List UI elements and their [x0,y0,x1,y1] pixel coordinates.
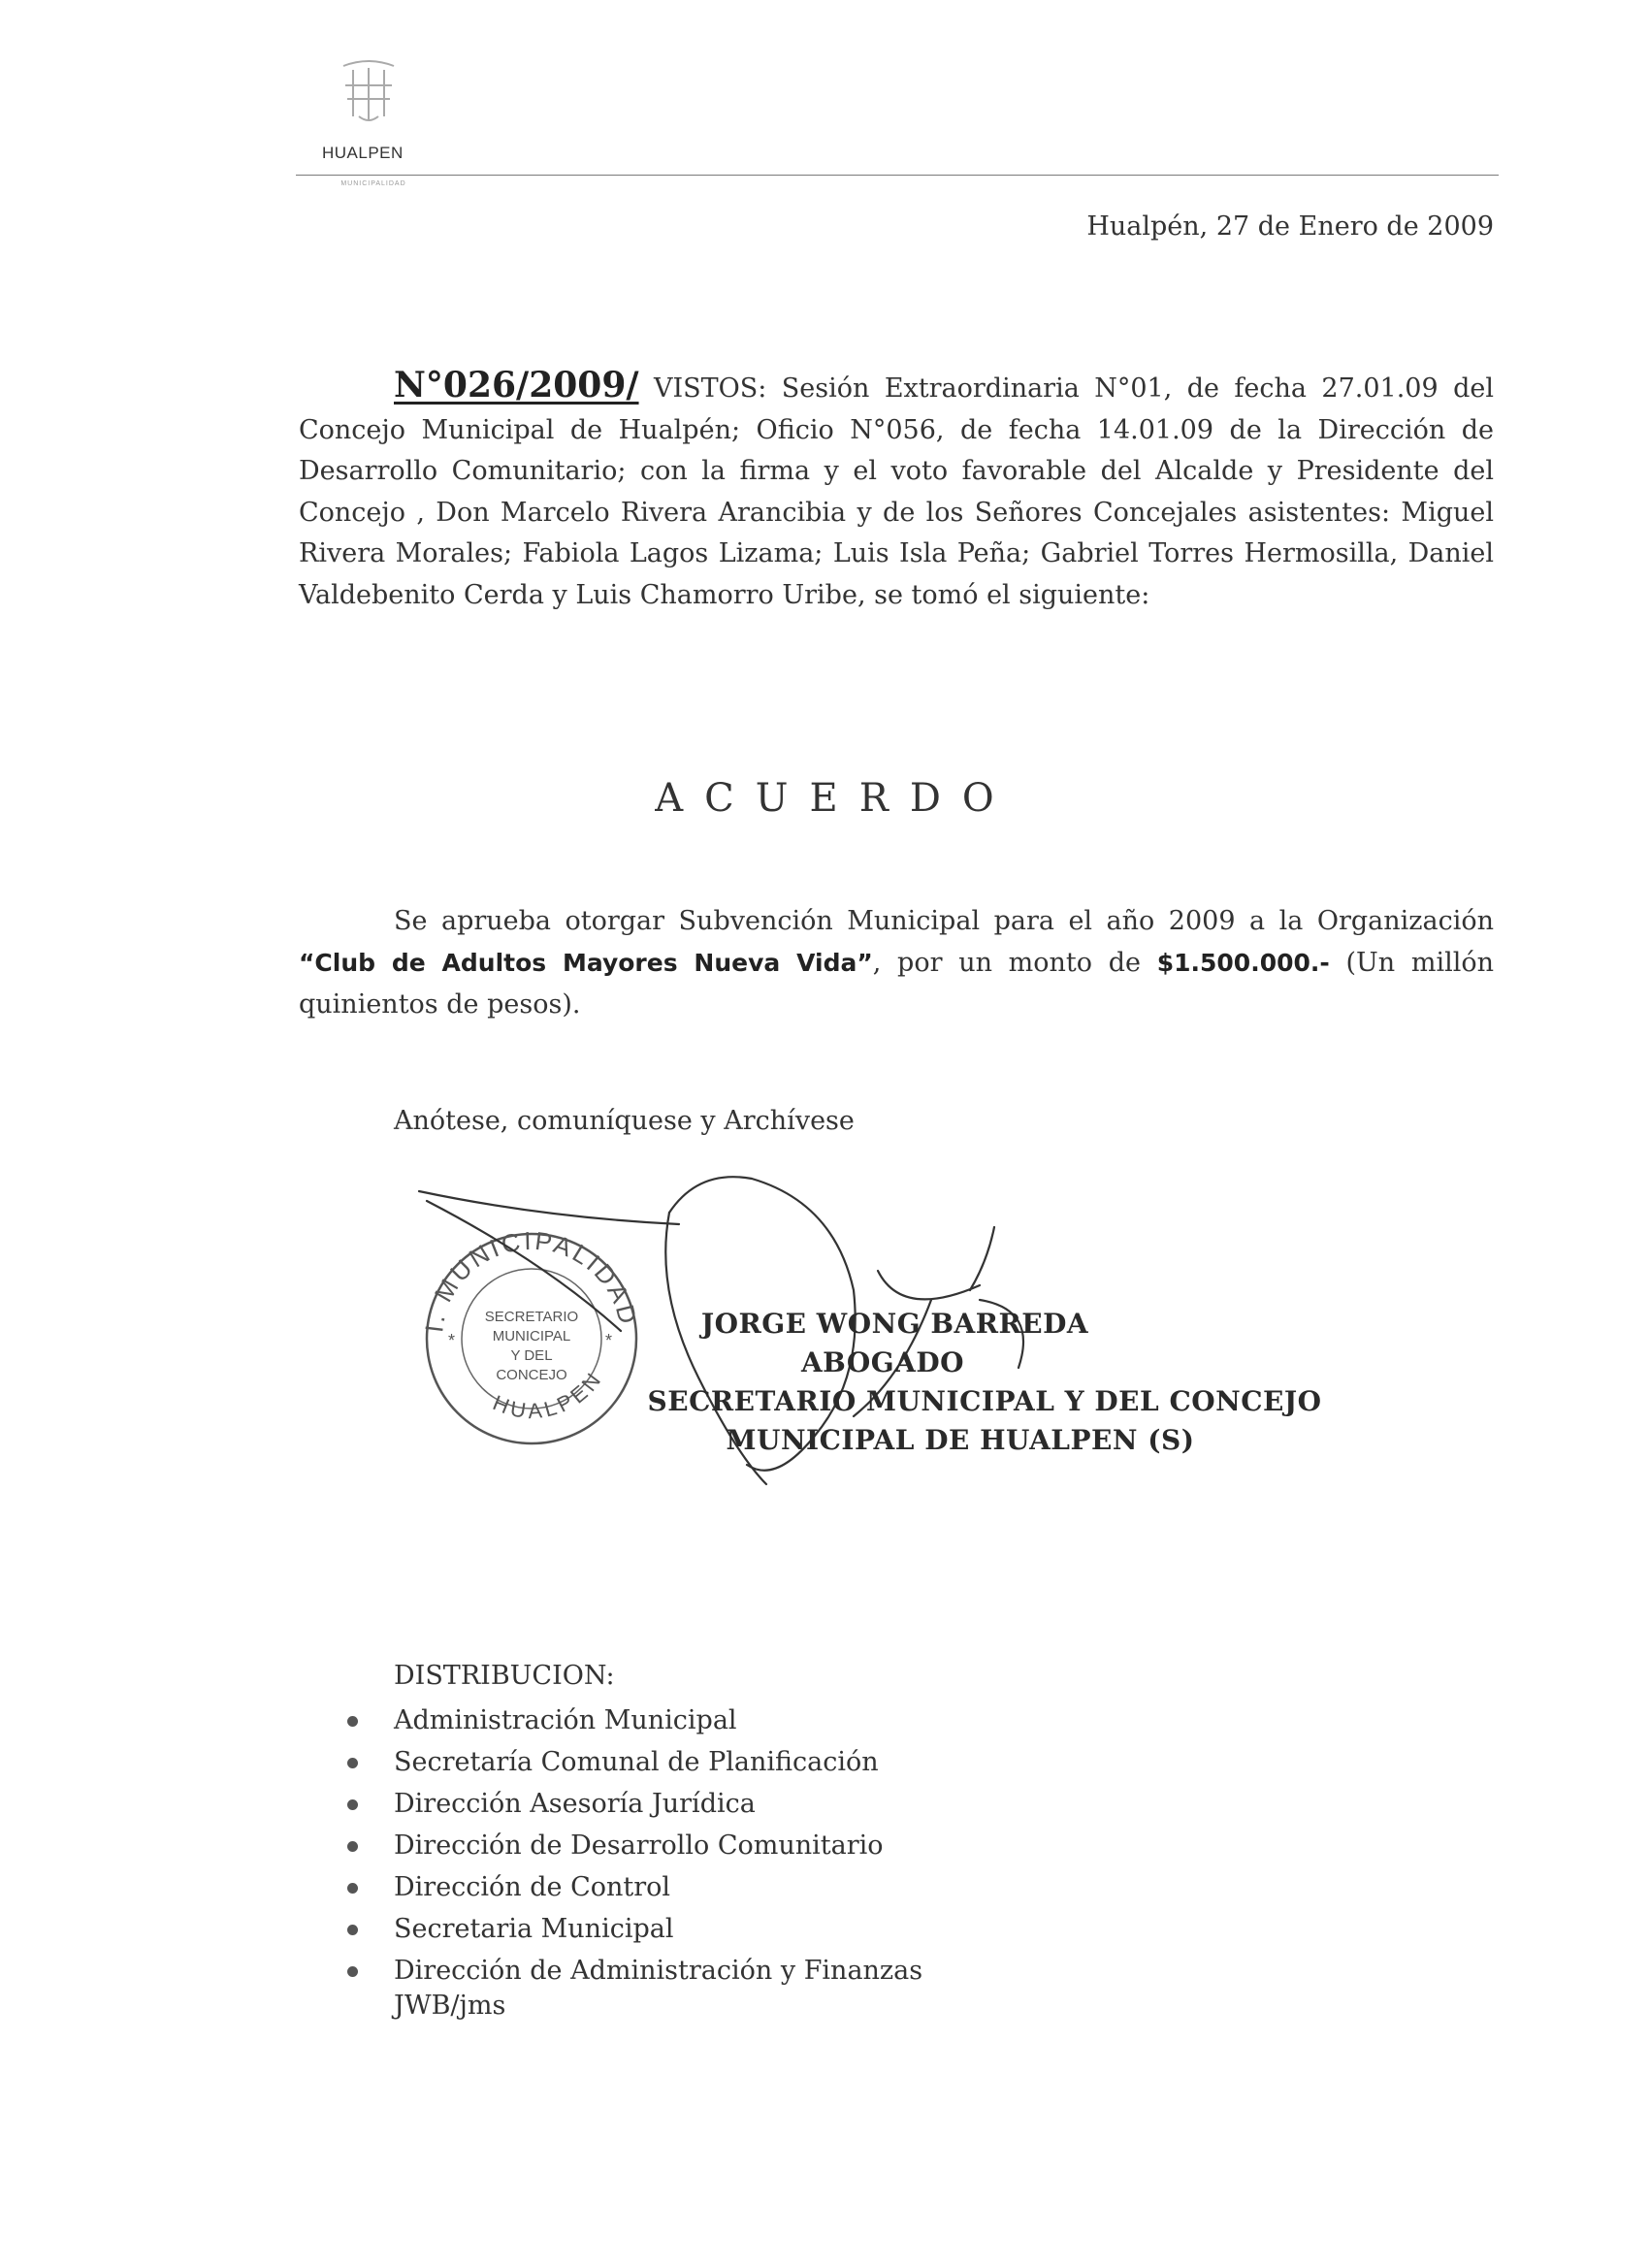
signer-role-1: SECRETARIO MUNICIPAL Y DEL CONCEJO [647,1385,1322,1417]
bullet-icon [347,1841,358,1852]
author-initials: JWB/jms [394,1991,506,2021]
seal-line-3: Y DEL [510,1347,553,1364]
acuerdo-text-3: (Un millón quinientos de pesos). [299,948,1494,1020]
closing-formula: Anótese, comuníquese y Archívese [394,1106,855,1136]
distribution-item: Dirección de Control [347,1866,922,1908]
acuerdo-title: ACUERDO [655,776,1016,821]
bullet-icon [347,1966,358,1977]
signature-block [524,1305,1358,1460]
organization-name: “Club de Adultos Mayores Nueva Vida” [299,949,873,977]
seal-ring-top: I. MUNICIPALIDAD [419,1225,644,1335]
vistos-text: VISTOS: Sesión Extraordinaria N°01, de fecha 27.01.09 del Concejo Municipal de Hualpén; Oficio N°056, de fecha 14.01.09 de la Dirección de Desarrollo Comunitario; con la firma y el voto favorable del Alcalde y Presidente del Concejo , Don Marcelo Rivera Arancibia y de los Señores Concejales asistentes: Miguel Rivera Morales; Fabiola Lagos Lizama; Luis Isla Peña; Gabriel Torres Hermosilla, Daniel Valdebenito Cerda y Luis Chamorro Uribe, se tomó el siguiente: [299,373,1494,610]
distribution-item: Dirección de Administración y Finanzas [347,1950,922,1992]
seal-star-left-icon: * [448,1331,456,1350]
resolution-number: N°026/2009/ [394,365,639,405]
distribution-item: Secretaria Municipal [347,1908,922,1950]
bullet-icon [347,1883,358,1894]
distribution-title: DISTRIBUCION: [394,1661,615,1691]
distribution-list [347,1700,922,1992]
bullet-icon [347,1758,358,1768]
signer-name: JORGE WONG BARREDA [700,1308,1089,1340]
bullet-icon [347,1799,358,1810]
bullet-icon [347,1925,358,1935]
distribution-item: Dirección Asesoría Jurídica [347,1783,922,1825]
seal-line-4: CONCEJO [496,1367,567,1383]
subsidy-amount: $1.500.000.- [1156,949,1330,977]
distribution-item: Administración Municipal [347,1700,922,1741]
distribution-item: Secretaría Comunal de Planificación [347,1741,922,1783]
logo-caption: MUNICIPALIDAD [340,180,406,187]
acuerdo-text-1: Se aprueba otorgar Subvención Municipal para el año 2009 a la Organización [394,906,1494,936]
distribution-item: Dirección de Desarrollo Comunitario [347,1825,922,1866]
seal-line-1: SECRETARIO [484,1309,579,1325]
signer-title: ABOGADO [800,1346,965,1378]
seal-ring-bottom: HUALPEN [489,1365,608,1424]
document-date: Hualpén, 27 de Enero de 2009 [1086,211,1494,242]
bullet-icon [347,1716,358,1727]
seal-line-2: MUNICIPAL [492,1328,571,1345]
logo-name: HUALPEN [322,144,404,162]
acuerdo-text-2: , por un monto de [872,948,1157,978]
signer-role-2: MUNICIPAL DE HUALPEN (S) [726,1424,1195,1456]
seal-star-right-icon: * [605,1331,613,1350]
